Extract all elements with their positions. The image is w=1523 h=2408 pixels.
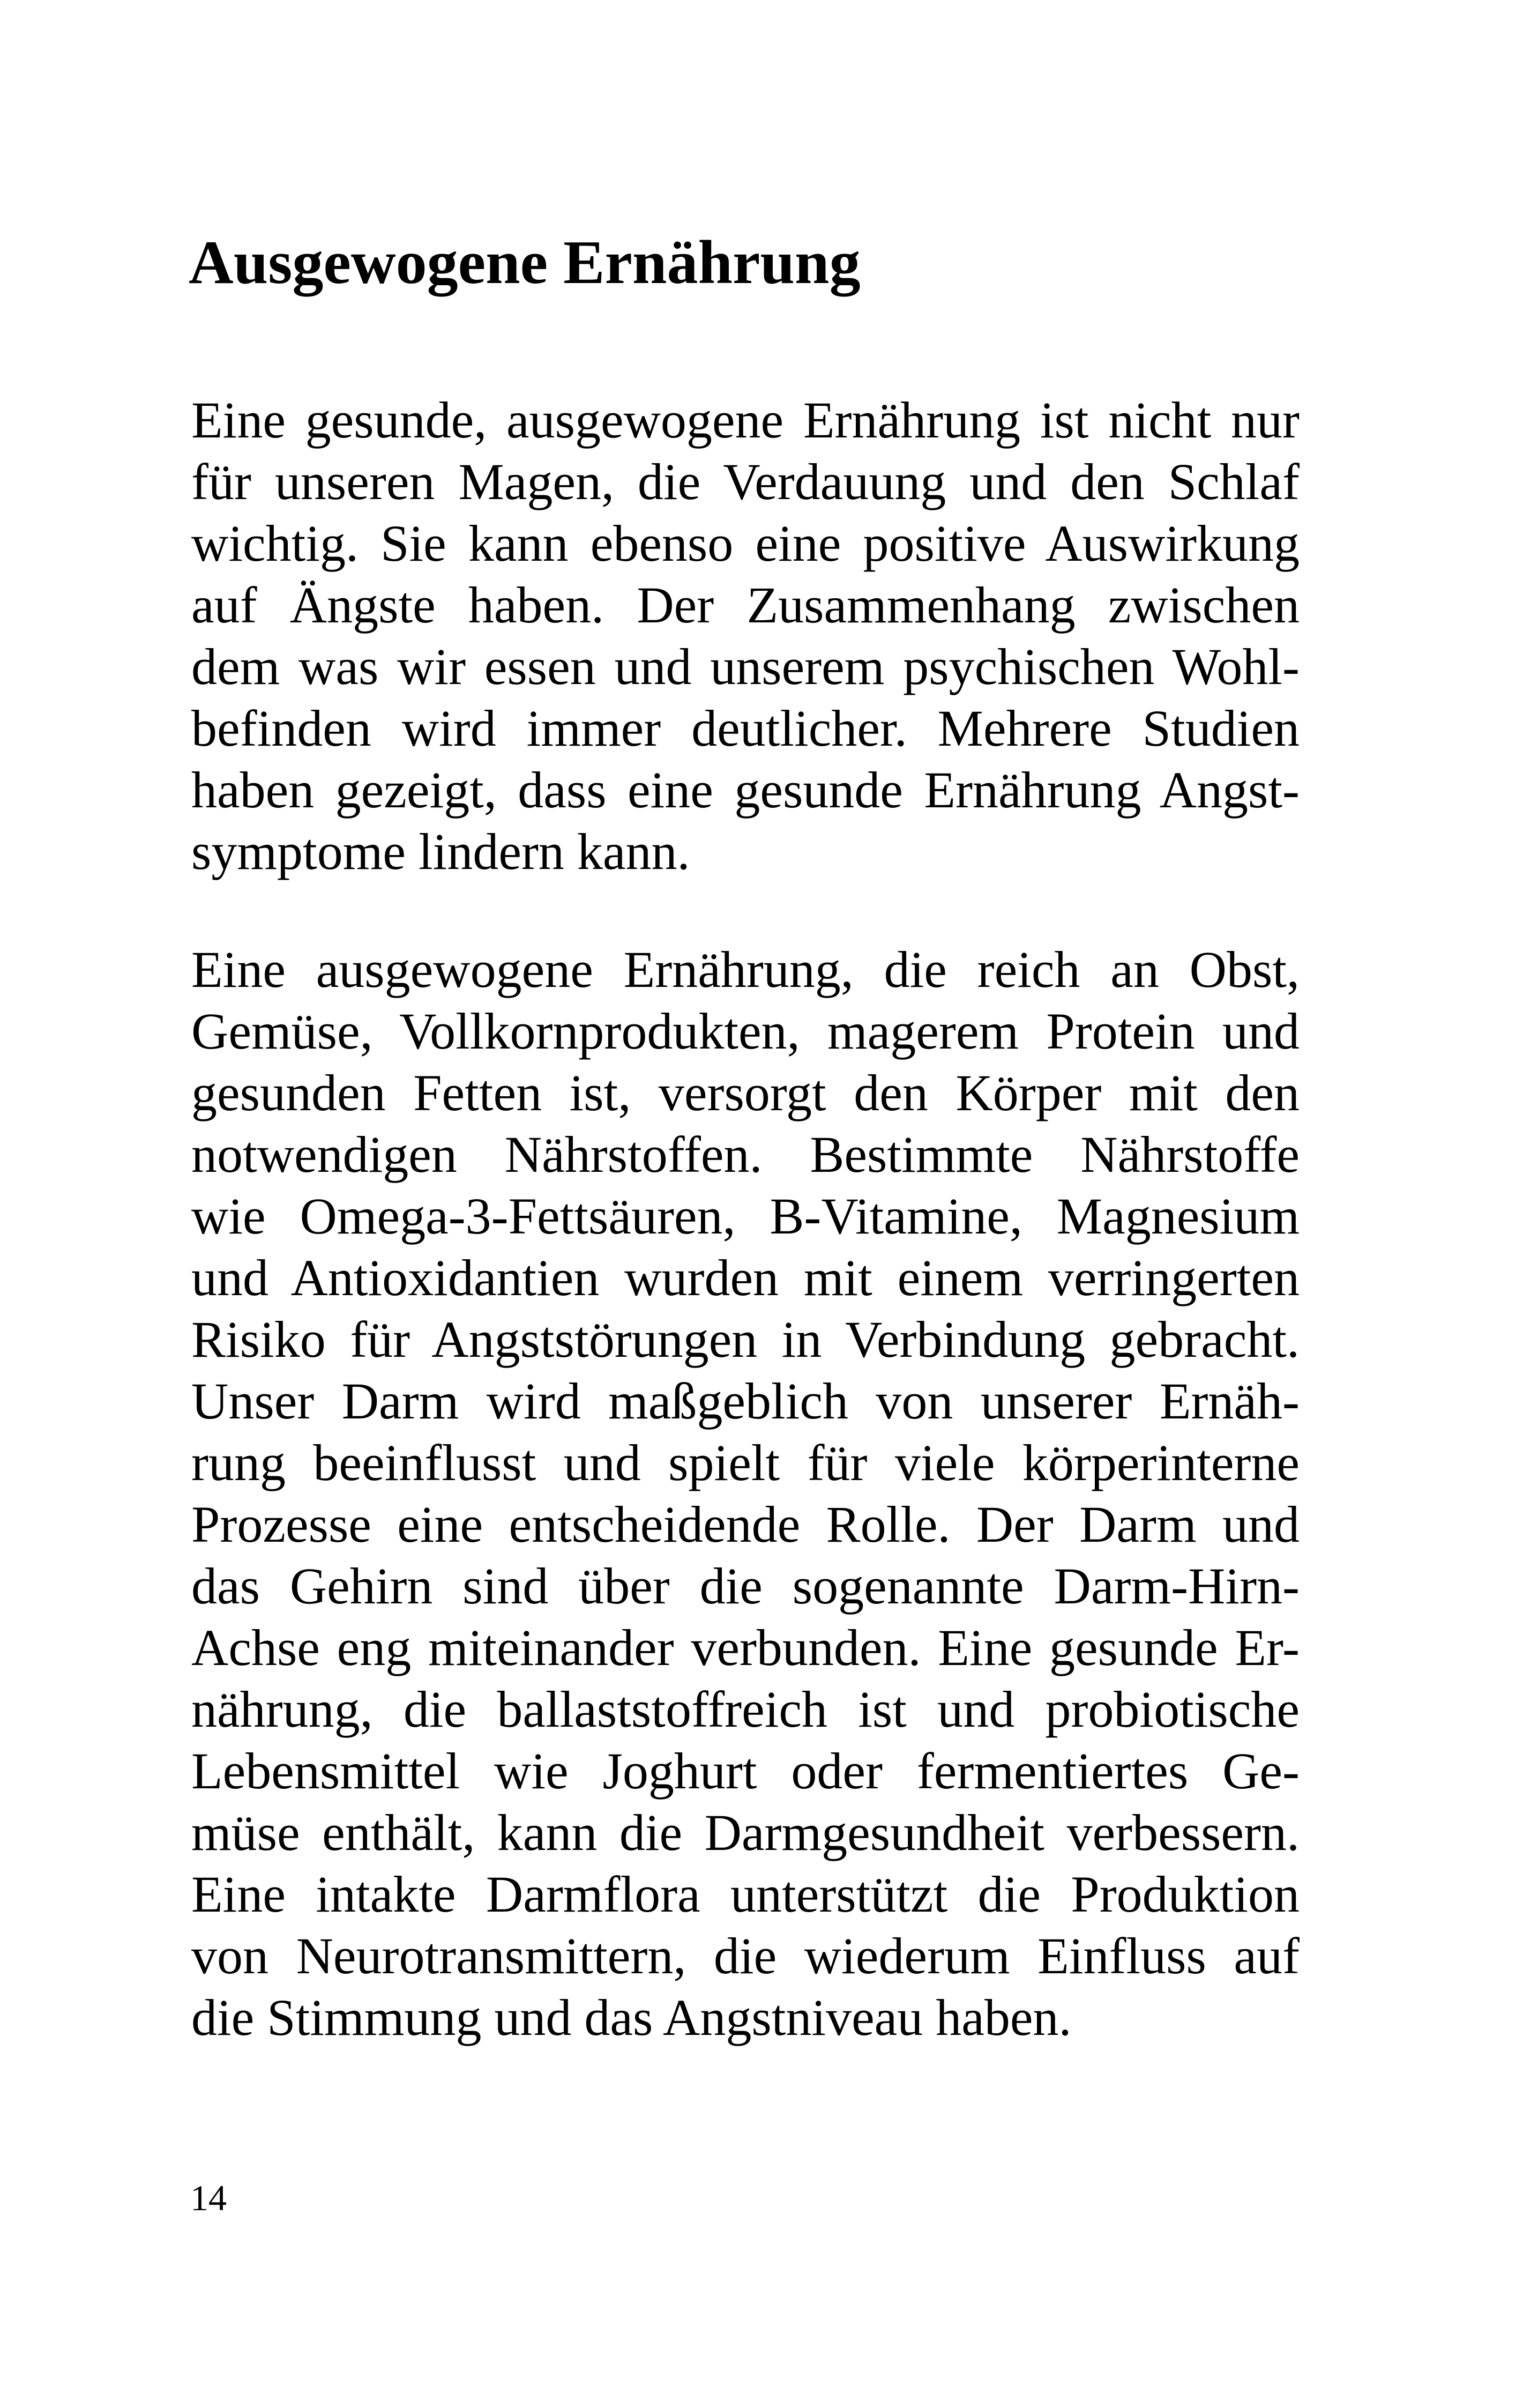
text-line: rung beeinflusst und spielt für viele körperinterne — [191, 1434, 1300, 1491]
text-line: Risiko für Angststörungen in Verbindung gebracht. — [191, 1311, 1300, 1368]
text-line: Lebensmittel wie Joghurt oder fermentiertes Ge- — [191, 1742, 1300, 1800]
text-line: notwendigen Nährstoffen. Bestimmte Nährstoffe — [191, 1126, 1300, 1183]
paragraph-1 — [191, 389, 1300, 882]
text-line: gesunden Fetten ist, versorgt den Körper mit den — [191, 1064, 1300, 1121]
text-line: wichtig. Sie kann ebenso eine positive Auswirkung — [191, 515, 1300, 572]
text-line: nährung, die ballaststoffreich ist und probiotische — [191, 1681, 1300, 1738]
text-line: Unser Darm wird maßgeblich von unserer Ernäh- — [191, 1372, 1300, 1430]
text-line: die Stimmung und das Angstniveau haben. — [191, 1989, 1072, 2046]
text-line: Eine ausgewogene Ernährung, die reich an Obst, — [191, 941, 1300, 998]
section-heading: Ausgewogene Ernährung — [189, 228, 861, 297]
text-line: befinden wird immer deutlicher. Mehrere Studien — [191, 700, 1300, 757]
page-number: 14 — [190, 2177, 227, 2218]
text-line: auf Ängste haben. Der Zusammenhang zwischen — [191, 576, 1300, 634]
text-line: Eine intakte Darmflora unterstützt die Produktion — [191, 1866, 1300, 1923]
text-line: für unseren Magen, die Verdauung und den Schlaf — [191, 453, 1300, 510]
paragraph-2 — [191, 939, 1300, 2048]
text-line: das Gehirn sind über die sogenannte Darm-Hirn- — [191, 1557, 1300, 1615]
text-line: wie Omega-3-Fettsäuren, B-Vitamine, Magnesium — [191, 1187, 1300, 1245]
text-line: müse enthält, kann die Darmgesundheit verbessern. — [191, 1804, 1300, 1861]
text-line: Eine gesunde, ausgewogene Ernährung ist nicht nur — [191, 391, 1300, 449]
text-line: haben gezeigt, dass eine gesunde Ernährung Angst- — [191, 761, 1300, 819]
text-line: von Neurotransmittern, die wiederum Einfluss auf — [191, 1927, 1300, 1985]
text-line: und Antioxidantien wurden mit einem verringerten — [191, 1249, 1300, 1306]
text-line: symptome lindern kann. — [191, 823, 690, 880]
text-line: dem was wir essen und unserem psychischen Wohl- — [191, 638, 1300, 695]
text-line: Prozesse eine entscheidende Rolle. Der Darm und — [191, 1496, 1300, 1553]
text-line: Achse eng miteinander verbunden. Eine gesunde Er- — [191, 1619, 1300, 1676]
text-line: Gemüse, Vollkornprodukten, magerem Protein und — [191, 1002, 1300, 1060]
